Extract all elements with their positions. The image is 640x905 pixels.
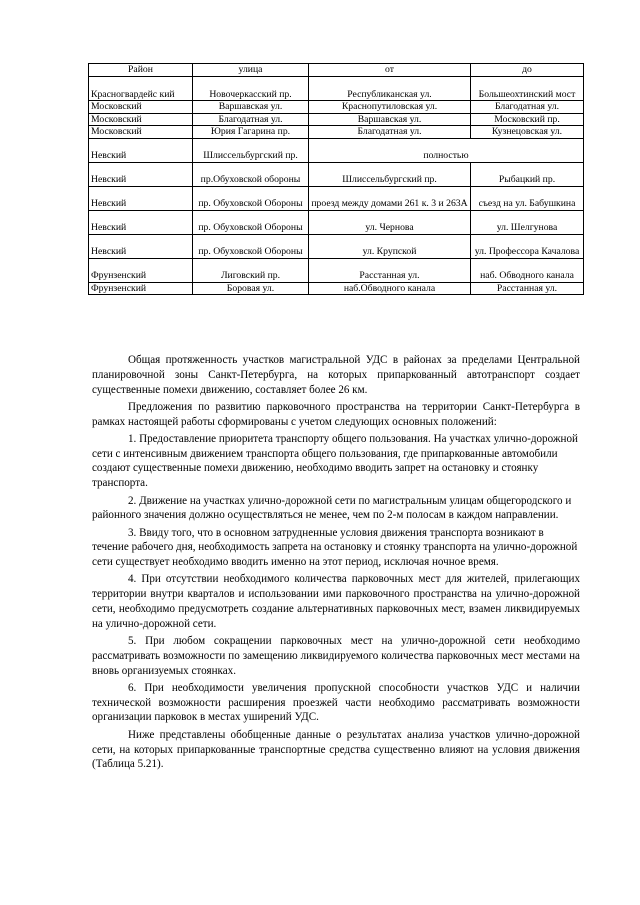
cell-to: Расстанная ул. xyxy=(471,282,584,295)
table-row xyxy=(89,101,584,114)
table-row xyxy=(89,113,584,126)
table-row xyxy=(89,138,584,162)
cell-from: ул. Чернова xyxy=(309,210,471,234)
header-district: Район xyxy=(89,64,193,77)
cell-to: Рыбацкий пр. xyxy=(471,162,584,186)
cell-street: пр. Обуховской Обороны xyxy=(193,210,309,234)
paragraph-item-6: 6. При необходимости увеличения пропускной способности участков УДС и наличии технической возможности расширения проезжей части необходимо рассматривать возможности организации парковок в местах уширений УДС. xyxy=(92,681,580,724)
cell-to: Кузнецовская ул. xyxy=(471,126,584,139)
table-row xyxy=(89,282,584,295)
cell-from: Расстанная ул. xyxy=(309,258,471,282)
cell-district: Невский xyxy=(89,138,193,162)
cell-district: Московский xyxy=(89,126,193,139)
cell-street: Юрия Гагарина пр. xyxy=(193,126,309,139)
table-row xyxy=(89,210,584,234)
cell-district: Московский xyxy=(89,101,193,114)
table-row xyxy=(89,186,584,210)
body-text xyxy=(92,353,580,775)
paragraph-total-length: Общая протяженность участков магистральной УДС в районах за пределами Центральной планировочной зоны Санкт-Петербурга, на которых припаркованный автотранспорт создает существенные помехи движению, составляет более 26 км. xyxy=(92,354,580,396)
road-sections-table xyxy=(88,63,584,295)
cell-district: Фрунзенский xyxy=(89,258,193,282)
paragraph-summary-intro: Ниже представлены обобщенные данные о результатах анализа участков улично-дорожной сети, на которых припаркованные транспортные средства существенно влияют на условия движения (Таблица 5.21). xyxy=(92,728,580,771)
header-from: от xyxy=(309,64,471,77)
cell-to: наб. Обводного канала xyxy=(471,258,584,282)
cell-district: Невский xyxy=(89,210,193,234)
cell-from: Шлиссельбургский пр. xyxy=(309,162,471,186)
cell-from: Благодатная ул. xyxy=(309,126,471,139)
cell-district: Невский xyxy=(89,234,193,258)
header-street: улица xyxy=(193,64,309,77)
cell-from: Варшавская ул. xyxy=(309,113,471,126)
cell-to: Московский пр. xyxy=(471,113,584,126)
cell-from: ул. Крупской xyxy=(309,234,471,258)
cell-street: Лиговский пр. xyxy=(193,258,309,282)
cell-street: Боровая ул. xyxy=(193,282,309,295)
table-row xyxy=(89,258,584,282)
cell-district: Фрунзенский xyxy=(89,282,193,295)
paragraph-item-3: 3. Ввиду того, что в основном затрудненные условия движения транспорта возникают в течение рабочего дня, необходимость запрета на остановку и стоянку транспорта на улично-дорожной сети существует необходимо вводить именно на этот период, исключая ночное время. xyxy=(92,526,578,569)
cell-street: пр. Обуховской Обороны xyxy=(193,234,309,258)
cell-from: наб.Обводного канала xyxy=(309,282,471,295)
paragraph-item-2: 2. Движение на участках улично-дорожной сети по магистральным улицам общегородского и районного значения должно осуществляться не менее, чем по 2-м полосам в каждом направлении. xyxy=(92,494,572,522)
cell-street: Варшавская ул. xyxy=(193,101,309,114)
cell-to: съезд на ул. Бабушкина xyxy=(471,186,584,210)
paragraph-item-1: 1. Предоставление приоритета транспорту общего пользования. На участках улично-дорожной сети с интенсивным движением транспорта общего пользования, где припаркованные автомобили создают существенные помехи движению, необходимо вводить запрет на остановку и стоянку транспорта. xyxy=(92,432,578,490)
cell-district: Московский xyxy=(89,113,193,126)
cell-from: Республиканская ул. xyxy=(309,77,471,101)
cell-to: ул. Шелгунова xyxy=(471,210,584,234)
cell-entire-length: полностью xyxy=(309,138,584,162)
cell-to: Благодатная ул. xyxy=(471,101,584,114)
cell-from: проезд между домами 261 к. 3 и 263А xyxy=(309,186,471,210)
cell-district: Невский xyxy=(89,186,193,210)
cell-district: Невский xyxy=(89,162,193,186)
cell-to: ул. Профессора Качалова xyxy=(471,234,584,258)
cell-street: Благодатная ул. xyxy=(193,113,309,126)
paragraph-item-5: 5. При любом сокращении парковочных мест на улично-дорожной сети необходимо рассматривать возможности по замещению ликвидируемого количества парковочных мест местами на вновь организуемых стоянках. xyxy=(92,635,580,677)
cell-street: пр.Обуховской обороны xyxy=(193,162,309,186)
table-header-row xyxy=(89,64,584,77)
table-row xyxy=(89,77,584,101)
cell-street: Новочеркасский пр. xyxy=(193,77,309,101)
cell-street: Шлиссельбургский пр. xyxy=(193,138,309,162)
table-row xyxy=(89,234,584,258)
paragraph-item-4: 4. При отсутствии необходимого количества парковочных мест для жителей, прилегающих территории внутри кварталов и использовании ими парковочного пространства на улично-дорожной сети, необходимо предусмотреть создание альтернативных парковочных мест, взамен ликвидируемых на улично-дорожной сети. xyxy=(92,573,580,630)
cell-district: Красногвардейс кий xyxy=(89,77,193,101)
cell-street: пр. Обуховской Обороны xyxy=(193,186,309,210)
cell-from: Краснопутиловская ул. xyxy=(309,101,471,114)
cell-to: Большеохтинский мост xyxy=(471,77,584,101)
table-row xyxy=(89,126,584,139)
paragraph-proposals-intro: Предложения по развитию парковочного пространства на территории Санкт-Петербурга в рамках настоящей работы сформированы с учетом следующих основных положений: xyxy=(92,400,580,428)
table-row xyxy=(89,162,584,186)
header-to: до xyxy=(471,64,584,77)
